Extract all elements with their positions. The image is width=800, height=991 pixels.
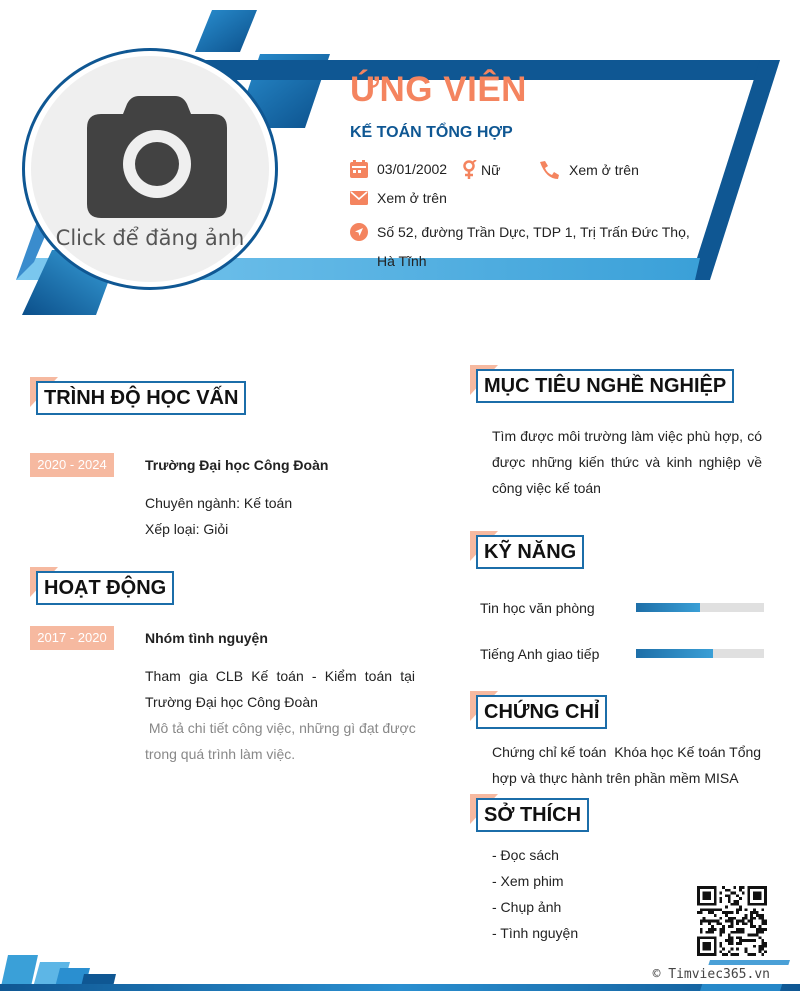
calendar-icon	[350, 160, 368, 178]
skills-heading-label: KỸ NĂNG	[476, 535, 584, 569]
address-line-1: Số 52, đường Trần Dực, TDP 1, Trị Trấn Đức Thọ,	[377, 224, 690, 240]
birthday-value: 03/01/2002	[377, 161, 448, 177]
phone-row	[538, 160, 639, 180]
hobby-item: - Xem phim	[492, 873, 564, 889]
activities-period: 2017 - 2020	[30, 626, 114, 650]
activities-hint-line-1: Mô tả chi tiết công việc, những gì đạt được	[145, 720, 416, 736]
avatar-upload[interactable]	[22, 48, 278, 290]
objective-line-1: Tìm được môi trường làm việc phù hợp, có	[492, 428, 762, 444]
skill-bar	[636, 649, 764, 658]
address-line-2: Hà Tĩnh	[377, 253, 427, 269]
hobby-item: - Chụp ảnh	[492, 899, 562, 915]
activities-hint-line-2: trong quá trình làm việc.	[145, 746, 296, 762]
activities-desc-line-2: Trường Đại học Công Đoàn	[145, 694, 318, 710]
objective-line-2: được những kiến thức và kinh nghiệp về	[492, 454, 762, 470]
avatar-placeholder	[31, 56, 269, 282]
objective-line-3: công việc kế toán	[492, 480, 601, 496]
certificates-line-1: Chứng chỉ kế toán Khóa học Kế toán Tổng	[492, 744, 762, 760]
location-icon	[350, 223, 368, 241]
job-title: KẾ TOÁN TỔNG HỢP	[350, 124, 513, 141]
footer-credit: © Timviec365.vn	[652, 967, 770, 982]
address-line-2-row	[377, 253, 427, 269]
skill-bar-fill	[636, 649, 713, 658]
email-row	[350, 190, 447, 206]
gender-value: Nữ	[481, 162, 501, 178]
phone-icon	[538, 160, 560, 180]
certificates-line-2: hợp và thực hành trên phần mềm MISA	[492, 770, 739, 786]
email-value: Xem ở trên	[377, 190, 447, 206]
objective-heading-label: MỤC TIÊU NGHỀ NGHIỆP	[476, 369, 734, 403]
education-period: 2020 - 2024	[30, 453, 114, 477]
qr-code-icon	[697, 886, 767, 956]
education-school: Trường Đại học Công Đoàn	[145, 457, 329, 473]
skill-bar	[636, 603, 764, 612]
gender-icon	[461, 160, 477, 180]
phone-value: Xem ở trên	[569, 162, 639, 178]
activities-desc-line-1: Tham gia CLB Kế toán - Kiểm toán tại	[145, 668, 415, 684]
birthday-row	[350, 160, 447, 178]
activities-group: Nhóm tình nguyện	[145, 630, 268, 646]
candidate-name: ỨNG VIÊN	[350, 70, 527, 109]
education-grade: Xếp loại: Giỏi	[145, 521, 229, 537]
activities-heading-label: HOẠT ĐỘNG	[36, 571, 174, 605]
hobbies-heading-label: SỞ THÍCH	[476, 798, 589, 832]
education-heading-label: TRÌNH ĐỘ HỌC VẤN	[36, 381, 246, 415]
certificates-heading-label: CHỨNG CHỈ	[476, 695, 607, 729]
education-major: Chuyên ngành: Kế toán	[145, 495, 293, 511]
skill-label: Tiếng Anh giao tiếp	[480, 646, 600, 662]
hobby-item: - Tình nguyện	[492, 925, 579, 941]
hobby-item: - Đọc sách	[492, 847, 559, 863]
avatar-upload-label[interactable]: Click để đăng ảnh	[55, 226, 245, 250]
address-row	[350, 223, 690, 241]
skill-bar-fill	[636, 603, 700, 612]
gender-row	[461, 160, 500, 180]
mail-icon	[350, 191, 368, 205]
skill-label: Tin học văn phòng	[480, 600, 595, 616]
camera-icon	[87, 96, 227, 218]
